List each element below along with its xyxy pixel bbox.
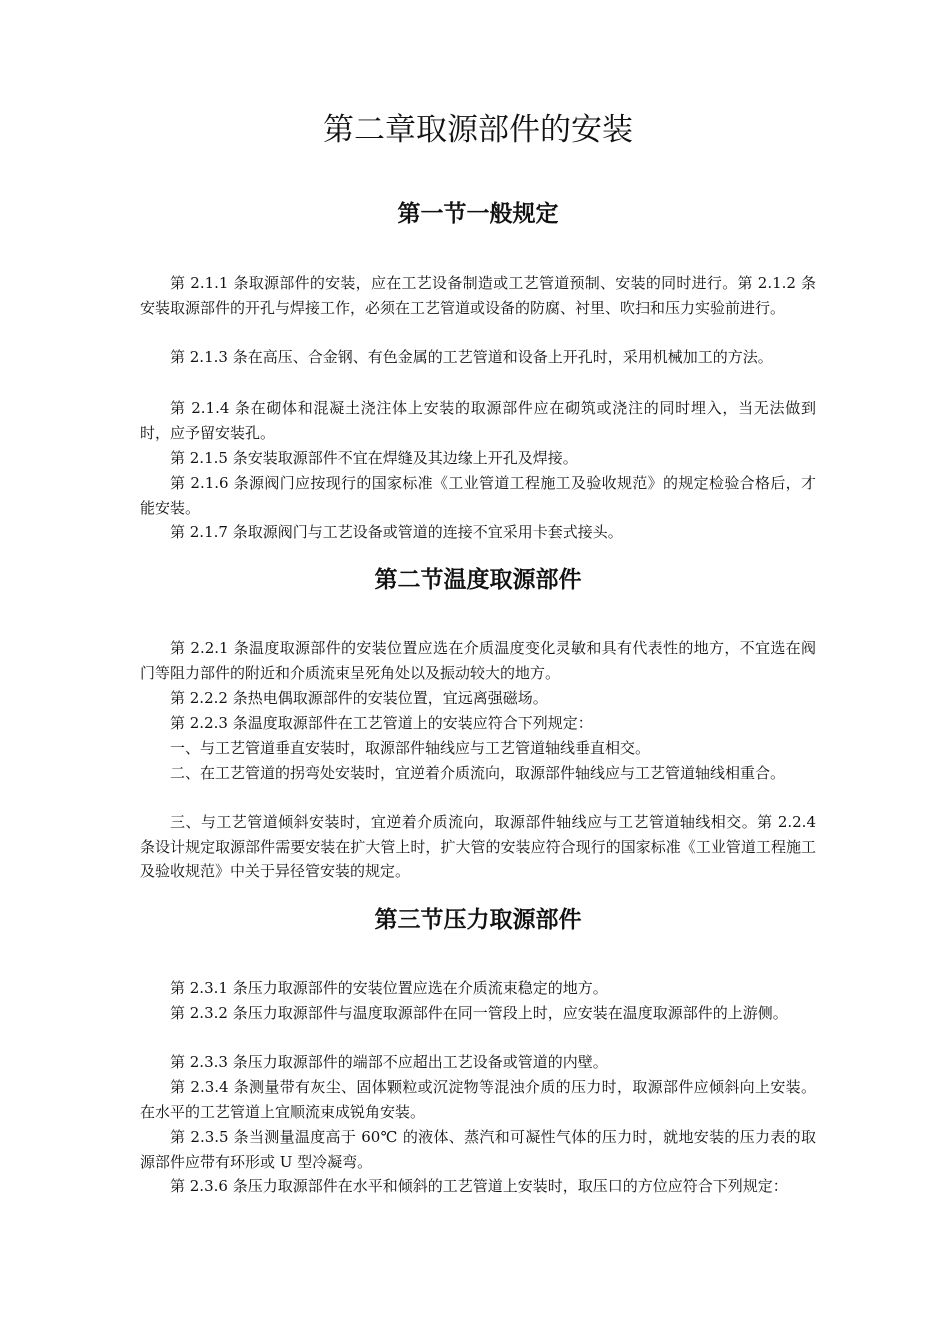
paragraph-2-1-6: 第 2.1.6 条源阀门应按现行的国家标准《工业管道工程施工及验收规范》的规定检验合格后，才能安装。	[140, 474, 816, 517]
paragraph-2-2-2: 第 2.2.2 条热电偶取源部件的安装位置，宜远离强磁场。	[170, 689, 548, 707]
paragraph-2-1-4: 第 2.1.4 条在砌体和混凝土浇注体上安装的取源部件应在砌筑或浇注的同时埋入，当无法做到时，应予留安装孔。	[140, 399, 816, 442]
paragraph-2-3-2: 第 2.3.2 条压力取源部件与温度取源部件在同一管段上时，应安装在温度取源部件的上游侧。	[170, 1004, 788, 1022]
chapter-title: 第二章取源部件的安装	[323, 112, 633, 148]
paragraph-item-2: 二、在工艺管道的拐弯处安装时，宜逆着介质流向，取源部件轴线应与工艺管道轴线相重合。	[170, 764, 786, 782]
section-title-temperature: 第二节温度取源部件	[374, 567, 582, 593]
paragraph-2-3-3: 第 2.3.3 条压力取源部件的端部不应超出工艺设备或管道的内壁。	[170, 1053, 608, 1071]
paragraph-2-2-1: 第 2.2.1 条温度取源部件的安装位置应选在介质温度变化灵敏和具有代表性的地方，不宜选在阀门等阻力部件的附近和介质流束呈死角处以及振动较大的地方。	[140, 639, 816, 682]
section-title-pressure: 第三节压力取源部件	[374, 907, 582, 933]
paragraph-2-1-3: 第 2.1.3 条在高压、合金钢、有色金属的工艺管道和设备上开孔时，采用机械加工的方法。	[170, 348, 773, 366]
paragraph-2-2-3: 第 2.2.3 条温度取源部件在工艺管道上的安装应符合下列规定：	[170, 714, 593, 732]
paragraph-2-1-1: 第 2.1.1 条取源部件的安装，应在工艺设备制造或工艺管道预制、安装的同时进行。第 2.1.2 条安装取源部件的开孔与焊接工作，必须在工艺管道或设备的防腐、衬里、吹扫和压力实验前进行。	[140, 274, 816, 317]
paragraph-2-3-1: 第 2.3.1 条压力取源部件的安装位置应选在介质流束稳定的地方。	[170, 979, 608, 997]
paragraph-2-1-5: 第 2.1.5 条安装取源部件不宜在焊缝及其边缘上开孔及焊接。	[170, 449, 578, 467]
paragraph-2-3-6: 第 2.3.6 条压力取源部件在水平和倾斜的工艺管道上安装时，取压口的方位应符合下列规定：	[170, 1177, 788, 1195]
paragraph-2-1-7: 第 2.1.7 条取源阀门与工艺设备或管道的连接不宜采用卡套式接头。	[170, 523, 623, 541]
section-title-general: 第一节一般规定	[397, 201, 559, 227]
paragraph-2-3-4: 第 2.3.4 条测量带有灰尘、固体颗粒或沉淀物等混浊介质的压力时，取源部件应倾斜向上安装。在水平的工艺管道上宜顺流束成锐角安装。	[140, 1078, 816, 1121]
paragraph-2-3-5: 第 2.3.5 条当测量温度高于 60℃ 的液体、蒸汽和可凝性气体的压力时，就地安装的压力表的取源部件应带有环形或 U 型冷凝弯。	[140, 1128, 816, 1171]
paragraph-item-1: 一、与工艺管道垂直安装时，取源部件轴线应与工艺管道轴线垂直相交。	[170, 739, 651, 757]
paragraph-item-3: 三、与工艺管道倾斜安装时，宜逆着介质流向，取源部件轴线应与工艺管道轴线相交。第 2.2.4 条设计规定取源部件需要安装在扩大管上时，扩大管的安装应符合现行的国家标准《工业管道工程施工及验收规范》中关于异径管安装的规定。	[140, 813, 816, 880]
